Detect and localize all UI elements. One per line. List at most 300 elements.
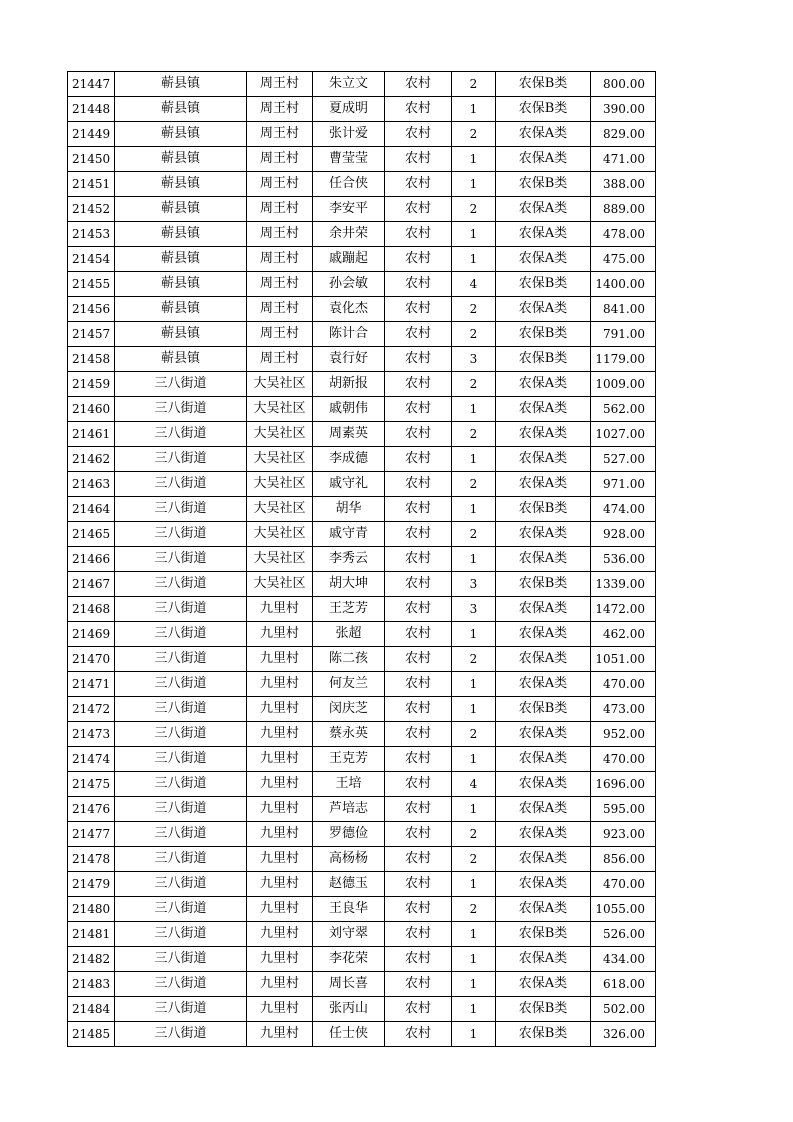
cell-type: 农村 xyxy=(385,872,452,897)
cell-name: 周素英 xyxy=(313,422,385,447)
cell-amount: 474.00 xyxy=(591,497,656,522)
cell-count: 2 xyxy=(452,72,496,97)
cell-name: 周长喜 xyxy=(313,972,385,997)
cell-town: 三八街道 xyxy=(115,972,247,997)
table-row xyxy=(68,422,656,447)
cell-amount: 434.00 xyxy=(591,947,656,972)
cell-id: 21482 xyxy=(68,947,115,972)
cell-category: 农保B类 xyxy=(496,97,591,122)
cell-village: 大吴社区 xyxy=(247,472,313,497)
cell-village: 大吴社区 xyxy=(247,547,313,572)
table-row xyxy=(68,197,656,222)
cell-id: 21465 xyxy=(68,522,115,547)
cell-id: 21478 xyxy=(68,847,115,872)
cell-id: 21464 xyxy=(68,497,115,522)
cell-amount: 1027.00 xyxy=(591,422,656,447)
cell-category: 农保A类 xyxy=(496,447,591,472)
cell-type: 农村 xyxy=(385,897,452,922)
cell-count: 1 xyxy=(452,747,496,772)
cell-village: 九里村 xyxy=(247,847,313,872)
cell-town: 三八街道 xyxy=(115,522,247,547)
cell-count: 1 xyxy=(452,172,496,197)
cell-count: 1 xyxy=(452,797,496,822)
cell-count: 2 xyxy=(452,522,496,547)
cell-town: 三八街道 xyxy=(115,772,247,797)
cell-name: 蔡永英 xyxy=(313,722,385,747)
table-row xyxy=(68,872,656,897)
cell-town: 三八街道 xyxy=(115,897,247,922)
cell-name: 朱立文 xyxy=(313,72,385,97)
cell-count: 1 xyxy=(452,622,496,647)
cell-name: 戚蹦起 xyxy=(313,247,385,272)
cell-name: 芦培志 xyxy=(313,797,385,822)
cell-id: 21460 xyxy=(68,397,115,422)
cell-id: 21448 xyxy=(68,97,115,122)
cell-id: 21447 xyxy=(68,72,115,97)
cell-town: 三八街道 xyxy=(115,847,247,872)
cell-town: 三八街道 xyxy=(115,422,247,447)
table-row xyxy=(68,572,656,597)
cell-type: 农村 xyxy=(385,822,452,847)
cell-count: 1 xyxy=(452,997,496,1022)
cell-village: 九里村 xyxy=(247,622,313,647)
cell-amount: 889.00 xyxy=(591,197,656,222)
table-row xyxy=(68,522,656,547)
cell-town: 三八街道 xyxy=(115,797,247,822)
cell-count: 2 xyxy=(452,322,496,347)
cell-village: 大吴社区 xyxy=(247,522,313,547)
cell-amount: 1055.00 xyxy=(591,897,656,922)
cell-id: 21458 xyxy=(68,347,115,372)
cell-type: 农村 xyxy=(385,372,452,397)
cell-id: 21451 xyxy=(68,172,115,197)
cell-village: 周王村 xyxy=(247,322,313,347)
table-row xyxy=(68,722,656,747)
cell-count: 1 xyxy=(452,397,496,422)
table-row xyxy=(68,372,656,397)
cell-town: 三八街道 xyxy=(115,647,247,672)
cell-amount: 475.00 xyxy=(591,247,656,272)
cell-type: 农村 xyxy=(385,847,452,872)
cell-village: 大吴社区 xyxy=(247,397,313,422)
cell-amount: 390.00 xyxy=(591,97,656,122)
cell-id: 21470 xyxy=(68,647,115,672)
cell-category: 农保A类 xyxy=(496,872,591,897)
cell-id: 21483 xyxy=(68,972,115,997)
cell-type: 农村 xyxy=(385,122,452,147)
cell-name: 孙会敏 xyxy=(313,272,385,297)
cell-category: 农保A类 xyxy=(496,597,591,622)
cell-id: 21452 xyxy=(68,197,115,222)
cell-count: 2 xyxy=(452,372,496,397)
cell-village: 大吴社区 xyxy=(247,572,313,597)
cell-type: 农村 xyxy=(385,497,452,522)
cell-type: 农村 xyxy=(385,772,452,797)
cell-category: 农保A类 xyxy=(496,622,591,647)
cell-village: 九里村 xyxy=(247,972,313,997)
cell-category: 农保A类 xyxy=(496,847,591,872)
cell-id: 21456 xyxy=(68,297,115,322)
cell-amount: 841.00 xyxy=(591,297,656,322)
cell-category: 农保B类 xyxy=(496,922,591,947)
cell-category: 农保B类 xyxy=(496,347,591,372)
cell-type: 农村 xyxy=(385,572,452,597)
cell-amount: 527.00 xyxy=(591,447,656,472)
cell-count: 1 xyxy=(452,497,496,522)
cell-name: 胡华 xyxy=(313,497,385,522)
table-row xyxy=(68,897,656,922)
cell-category: 农保A类 xyxy=(496,797,591,822)
cell-town: 三八街道 xyxy=(115,997,247,1022)
cell-category: 农保A类 xyxy=(496,897,591,922)
cell-id: 21471 xyxy=(68,672,115,697)
cell-id: 21481 xyxy=(68,922,115,947)
cell-town: 蕲县镇 xyxy=(115,297,247,322)
cell-category: 农保A类 xyxy=(496,722,591,747)
cell-id: 21468 xyxy=(68,597,115,622)
cell-id: 21472 xyxy=(68,697,115,722)
cell-name: 王良华 xyxy=(313,897,385,922)
cell-amount: 1472.00 xyxy=(591,597,656,622)
cell-name: 罗德俭 xyxy=(313,822,385,847)
cell-amount: 326.00 xyxy=(591,1022,656,1047)
cell-count: 3 xyxy=(452,597,496,622)
cell-name: 胡大坤 xyxy=(313,572,385,597)
cell-amount: 1179.00 xyxy=(591,347,656,372)
cell-category: 农保A类 xyxy=(496,547,591,572)
cell-amount: 473.00 xyxy=(591,697,656,722)
cell-category: 农保A类 xyxy=(496,372,591,397)
cell-amount: 536.00 xyxy=(591,547,656,572)
cell-count: 1 xyxy=(452,972,496,997)
cell-town: 三八街道 xyxy=(115,572,247,597)
cell-id: 21462 xyxy=(68,447,115,472)
cell-town: 三八街道 xyxy=(115,947,247,972)
cell-count: 1 xyxy=(452,672,496,697)
cell-amount: 800.00 xyxy=(591,72,656,97)
cell-category: 农保B类 xyxy=(496,697,591,722)
cell-village: 九里村 xyxy=(247,922,313,947)
cell-town: 蕲县镇 xyxy=(115,122,247,147)
cell-amount: 923.00 xyxy=(591,822,656,847)
cell-village: 大吴社区 xyxy=(247,422,313,447)
cell-name: 赵德玉 xyxy=(313,872,385,897)
cell-id: 21480 xyxy=(68,897,115,922)
cell-category: 农保A类 xyxy=(496,972,591,997)
table-row xyxy=(68,647,656,672)
cell-id: 21476 xyxy=(68,797,115,822)
table-row xyxy=(68,497,656,522)
cell-category: 农保B类 xyxy=(496,272,591,297)
cell-type: 农村 xyxy=(385,672,452,697)
cell-town: 三八街道 xyxy=(115,547,247,572)
cell-town: 三八街道 xyxy=(115,372,247,397)
cell-category: 农保B类 xyxy=(496,572,591,597)
cell-type: 农村 xyxy=(385,997,452,1022)
cell-village: 九里村 xyxy=(247,747,313,772)
cell-name: 李安平 xyxy=(313,197,385,222)
cell-type: 农村 xyxy=(385,222,452,247)
cell-amount: 462.00 xyxy=(591,622,656,647)
cell-village: 九里村 xyxy=(247,772,313,797)
table-row xyxy=(68,397,656,422)
cell-town: 蕲县镇 xyxy=(115,72,247,97)
cell-town: 三八街道 xyxy=(115,622,247,647)
cell-amount: 952.00 xyxy=(591,722,656,747)
cell-category: 农保B类 xyxy=(496,72,591,97)
cell-amount: 1696.00 xyxy=(591,772,656,797)
cell-name: 李花荣 xyxy=(313,947,385,972)
cell-category: 农保A类 xyxy=(496,197,591,222)
cell-name: 胡新报 xyxy=(313,372,385,397)
cell-category: 农保A类 xyxy=(496,822,591,847)
table-row xyxy=(68,222,656,247)
cell-village: 周王村 xyxy=(247,222,313,247)
cell-type: 农村 xyxy=(385,247,452,272)
cell-type: 农村 xyxy=(385,97,452,122)
cell-town: 三八街道 xyxy=(115,922,247,947)
cell-amount: 526.00 xyxy=(591,922,656,947)
cell-town: 蕲县镇 xyxy=(115,347,247,372)
cell-village: 九里村 xyxy=(247,947,313,972)
cell-town: 三八街道 xyxy=(115,472,247,497)
cell-id: 21461 xyxy=(68,422,115,447)
cell-count: 1 xyxy=(452,97,496,122)
cell-village: 九里村 xyxy=(247,647,313,672)
cell-village: 九里村 xyxy=(247,897,313,922)
cell-count: 1 xyxy=(452,547,496,572)
cell-category: 农保B类 xyxy=(496,322,591,347)
cell-town: 三八街道 xyxy=(115,497,247,522)
cell-village: 周王村 xyxy=(247,197,313,222)
cell-name: 李秀云 xyxy=(313,547,385,572)
cell-type: 农村 xyxy=(385,322,452,347)
table-body xyxy=(68,72,656,1047)
cell-id: 21453 xyxy=(68,222,115,247)
cell-category: 农保A类 xyxy=(496,122,591,147)
cell-type: 农村 xyxy=(385,1022,452,1047)
cell-town: 蕲县镇 xyxy=(115,272,247,297)
table-row xyxy=(68,147,656,172)
cell-id: 21469 xyxy=(68,622,115,647)
cell-count: 2 xyxy=(452,847,496,872)
cell-village: 九里村 xyxy=(247,997,313,1022)
cell-count: 2 xyxy=(452,122,496,147)
table-row xyxy=(68,547,656,572)
cell-type: 农村 xyxy=(385,972,452,997)
cell-type: 农村 xyxy=(385,197,452,222)
cell-village: 周王村 xyxy=(247,297,313,322)
cell-amount: 502.00 xyxy=(591,997,656,1022)
cell-amount: 856.00 xyxy=(591,847,656,872)
cell-name: 曹莹莹 xyxy=(313,147,385,172)
cell-type: 农村 xyxy=(385,447,452,472)
cell-category: 农保A类 xyxy=(496,297,591,322)
cell-count: 4 xyxy=(452,772,496,797)
cell-id: 21466 xyxy=(68,547,115,572)
table-row xyxy=(68,597,656,622)
cell-count: 1 xyxy=(452,922,496,947)
cell-count: 2 xyxy=(452,472,496,497)
cell-village: 周王村 xyxy=(247,147,313,172)
cell-town: 三八街道 xyxy=(115,447,247,472)
cell-type: 农村 xyxy=(385,547,452,572)
cell-count: 2 xyxy=(452,422,496,447)
cell-type: 农村 xyxy=(385,647,452,672)
cell-name: 袁行好 xyxy=(313,347,385,372)
cell-id: 21485 xyxy=(68,1022,115,1047)
cell-count: 2 xyxy=(452,647,496,672)
cell-count: 3 xyxy=(452,347,496,372)
table-row xyxy=(68,672,656,697)
cell-name: 王培 xyxy=(313,772,385,797)
cell-count: 1 xyxy=(452,947,496,972)
cell-id: 21455 xyxy=(68,272,115,297)
cell-count: 1 xyxy=(452,222,496,247)
cell-category: 农保A类 xyxy=(496,947,591,972)
cell-name: 闵庆芝 xyxy=(313,697,385,722)
cell-id: 21479 xyxy=(68,872,115,897)
cell-type: 农村 xyxy=(385,172,452,197)
cell-type: 农村 xyxy=(385,72,452,97)
cell-name: 高杨杨 xyxy=(313,847,385,872)
table-row xyxy=(68,472,656,497)
cell-town: 三八街道 xyxy=(115,672,247,697)
cell-village: 周王村 xyxy=(247,247,313,272)
cell-amount: 829.00 xyxy=(591,122,656,147)
cell-amount: 1009.00 xyxy=(591,372,656,397)
table-row xyxy=(68,272,656,297)
table-row xyxy=(68,1022,656,1047)
cell-count: 2 xyxy=(452,822,496,847)
cell-category: 农保A类 xyxy=(496,247,591,272)
cell-amount: 791.00 xyxy=(591,322,656,347)
cell-name: 袁化杰 xyxy=(313,297,385,322)
cell-town: 三八街道 xyxy=(115,722,247,747)
cell-category: 农保B类 xyxy=(496,1022,591,1047)
cell-category: 农保A类 xyxy=(496,672,591,697)
cell-name: 李成德 xyxy=(313,447,385,472)
cell-village: 周王村 xyxy=(247,347,313,372)
cell-name: 任士侠 xyxy=(313,1022,385,1047)
cell-village: 九里村 xyxy=(247,722,313,747)
cell-amount: 1400.00 xyxy=(591,272,656,297)
cell-count: 1 xyxy=(452,447,496,472)
cell-name: 张计爱 xyxy=(313,122,385,147)
cell-amount: 595.00 xyxy=(591,797,656,822)
table-row xyxy=(68,172,656,197)
cell-town: 蕲县镇 xyxy=(115,222,247,247)
data-table xyxy=(67,71,656,1047)
table-row xyxy=(68,847,656,872)
cell-id: 21459 xyxy=(68,372,115,397)
cell-category: 农保B类 xyxy=(496,497,591,522)
cell-category: 农保A类 xyxy=(496,747,591,772)
cell-name: 戚朝伟 xyxy=(313,397,385,422)
cell-category: 农保A类 xyxy=(496,397,591,422)
cell-id: 21463 xyxy=(68,472,115,497)
cell-type: 农村 xyxy=(385,347,452,372)
cell-type: 农村 xyxy=(385,722,452,747)
cell-amount: 478.00 xyxy=(591,222,656,247)
cell-village: 大吴社区 xyxy=(247,447,313,472)
cell-amount: 928.00 xyxy=(591,522,656,547)
table-row xyxy=(68,997,656,1022)
cell-town: 三八街道 xyxy=(115,747,247,772)
cell-name: 何友兰 xyxy=(313,672,385,697)
cell-id: 21449 xyxy=(68,122,115,147)
table-row xyxy=(68,322,656,347)
cell-amount: 388.00 xyxy=(591,172,656,197)
cell-name: 王克芳 xyxy=(313,747,385,772)
cell-id: 21454 xyxy=(68,247,115,272)
cell-category: 农保A类 xyxy=(496,772,591,797)
cell-type: 农村 xyxy=(385,622,452,647)
cell-category: 农保A类 xyxy=(496,472,591,497)
cell-amount: 618.00 xyxy=(591,972,656,997)
cell-village: 九里村 xyxy=(247,872,313,897)
cell-count: 1 xyxy=(452,147,496,172)
cell-name: 夏成明 xyxy=(313,97,385,122)
table-row xyxy=(68,297,656,322)
cell-village: 周王村 xyxy=(247,272,313,297)
cell-category: 农保A类 xyxy=(496,647,591,672)
table-row xyxy=(68,97,656,122)
table-row xyxy=(68,347,656,372)
cell-village: 九里村 xyxy=(247,797,313,822)
table-row xyxy=(68,822,656,847)
cell-id: 21450 xyxy=(68,147,115,172)
cell-village: 九里村 xyxy=(247,1022,313,1047)
table-row xyxy=(68,72,656,97)
cell-village: 九里村 xyxy=(247,822,313,847)
cell-type: 农村 xyxy=(385,747,452,772)
cell-id: 21475 xyxy=(68,772,115,797)
cell-village: 九里村 xyxy=(247,697,313,722)
table-row xyxy=(68,797,656,822)
cell-category: 农保A类 xyxy=(496,222,591,247)
cell-name: 张超 xyxy=(313,622,385,647)
cell-amount: 1051.00 xyxy=(591,647,656,672)
table-row xyxy=(68,247,656,272)
cell-amount: 471.00 xyxy=(591,147,656,172)
cell-name: 陈二孩 xyxy=(313,647,385,672)
cell-name: 戚守青 xyxy=(313,522,385,547)
cell-category: 农保A类 xyxy=(496,422,591,447)
cell-count: 2 xyxy=(452,297,496,322)
cell-town: 三八街道 xyxy=(115,397,247,422)
cell-name: 任合侠 xyxy=(313,172,385,197)
cell-category: 农保A类 xyxy=(496,522,591,547)
table-row xyxy=(68,922,656,947)
cell-type: 农村 xyxy=(385,422,452,447)
cell-village: 周王村 xyxy=(247,122,313,147)
cell-type: 农村 xyxy=(385,947,452,972)
cell-town: 蕲县镇 xyxy=(115,247,247,272)
table-row xyxy=(68,947,656,972)
cell-name: 余井荣 xyxy=(313,222,385,247)
cell-village: 周王村 xyxy=(247,172,313,197)
cell-count: 4 xyxy=(452,272,496,297)
cell-category: 农保A类 xyxy=(496,147,591,172)
cell-id: 21467 xyxy=(68,572,115,597)
cell-village: 大吴社区 xyxy=(247,497,313,522)
cell-village: 周王村 xyxy=(247,72,313,97)
cell-count: 2 xyxy=(452,897,496,922)
cell-count: 1 xyxy=(452,1022,496,1047)
cell-amount: 562.00 xyxy=(591,397,656,422)
cell-amount: 1339.00 xyxy=(591,572,656,597)
